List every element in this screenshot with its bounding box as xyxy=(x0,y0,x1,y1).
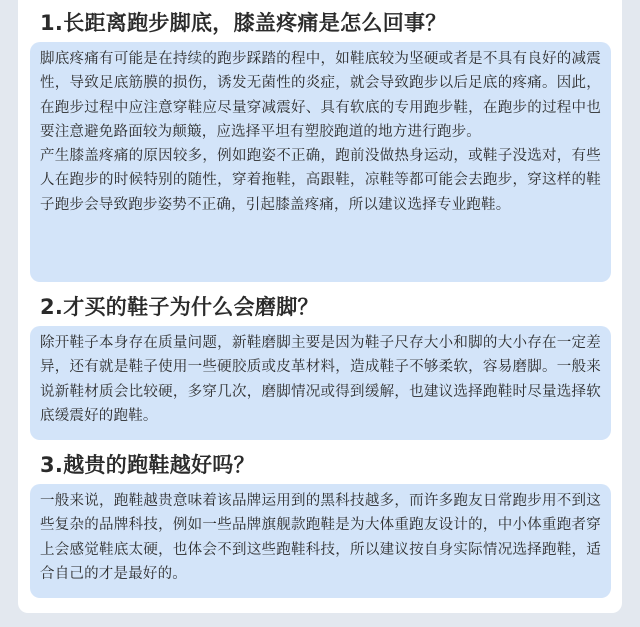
section-3-answer-box xyxy=(30,484,611,598)
section-3-paragraph-1: 一般来说，跑鞋越贵意味着该品牌运用到的黑科技越多，而许多跑友日常跑步用不到这些复杂的品牌科技，例如一些品牌旗舰款跑鞋是为大体重跑友设计的，中小体重跑者穿上会感觉鞋底太硬，也体会不到这些跑鞋科技，所以建议按自身实际情况选择跑鞋，适合自己的才是最好的。 xyxy=(40,493,601,582)
section-1-paragraph-1: 脚底疼痛有可能是在持续的跑步踩踏的程中，如鞋底较为坚硬或者是不具有良好的减震性，导致足底筋膜的损伤，诱发无菌性的炎症，就会导致跑步以后足底的疼痛。因此，在跑步过程中应注意穿鞋应尽量穿减震好、具有软底的专用跑步鞋，在跑步的过程中也要注意避免路面较为颠簸，应选择平坦有塑胶跑道的地方进行跑步。 xyxy=(40,51,601,140)
section-2-heading: 2.才买的鞋子为什么会磨脚？ xyxy=(40,295,319,319)
section-3-heading: 3.越贵的跑鞋越好吗？ xyxy=(40,453,255,477)
section-2-paragraph-1: 除开鞋子本身存在质量问题，新鞋磨脚主要是因为鞋子尺存大小和脚的大小存在一定差异，还有就是鞋子使用一些硬胶质或皮革材料，造成鞋子不够柔软，容易磨脚。一般来说新鞋材质会比较硬，多穿几次，磨脚情况或得到缓解，也建议选择跑鞋时尽量选择软底缓震好的跑鞋。 xyxy=(40,335,601,424)
section-2-answer-box xyxy=(30,326,611,440)
section-1-answer-box xyxy=(30,42,611,282)
section-1-paragraph-2: 产生膝盖疼痛的原因较多，例如跑姿不正确，跑前没做热身运动，或鞋子没选对，有些人在跑步的时候特别的随性，穿着拖鞋，高跟鞋，凉鞋等都可能会去跑步，穿这样的鞋子跑步会导致跑步姿势不正确，引起膝盖疼痛，所以建议选择专业跑鞋。 xyxy=(40,148,601,213)
section-1-heading: 1.长距离跑步脚底，膝盖疼痛是怎么回事？ xyxy=(40,11,447,35)
